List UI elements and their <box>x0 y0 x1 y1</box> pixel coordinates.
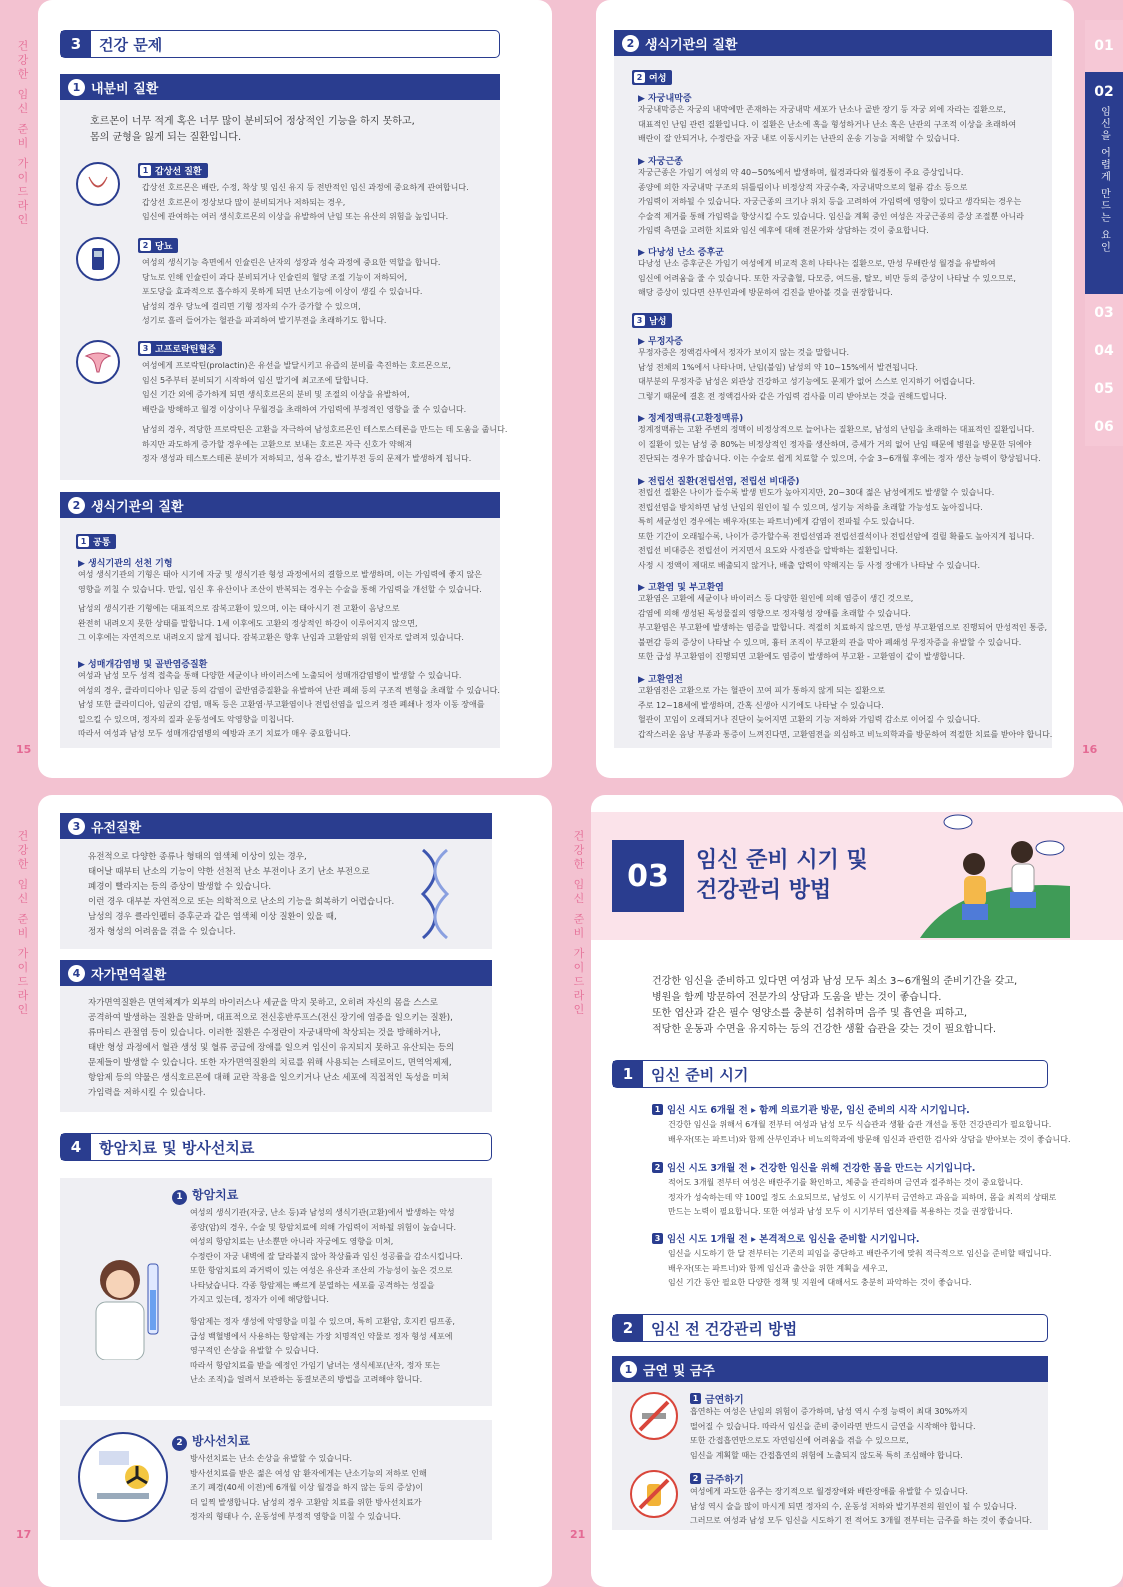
myoma-text: 자궁근종은 가임기 여성의 약 40~50%에서 발생하며, 월경과다와 월경통이 주요 증상입니다. 종양에 의한 자궁내막 구조의 뒤틀림이나 비정상적 자궁수축, 자궁내막으로의 혈류 감소 등으로 가임력이 저하될 수 있습니다. 자궁근종의 크기나 위치 등을 고려하여 가임력에 영향이 있다고 생각되는 경우는 수술적 제거를 통해 가임력을 향상시킬 수도 있습니다. 임신을 계획 중인 여성은 자궁근종의 증상 조절뿐 아니라 가임력 측면을 고려한 치료와 임신 예후에 대해 전문가와 상담하는 것이 중요합니다. <box>638 168 1024 235</box>
section-header-health-care: 2 임신 전 건강관리 방법 <box>612 1314 1048 1342</box>
thyroid-text: 갑상선 호르몬은 배란, 수정, 착상 및 임신 유지 등 전반적인 임신 과정에 중요하게 관여합니다. 갑상선 호르몬이 정상보다 많이 분비되거나 저하되는 경우, 임신에 관여하는 여러 생식호르몬의 이상을 유발하여 난임 또는 유산의 위험을 높입니다. <box>142 183 469 221</box>
std-text: 여성과 남성 모두 성적 접촉을 통해 다양한 세균이나 바이러스에 노출되어 성매개감염병이 발생할 수 있습니다. 여성의 경우, 클라미디아나 임균 등의 감염이 골반염증질환을 유발하여 난관 폐쇄 등의 구조적 변형을 초래할 수 있습니다. 남성 또한 클라미디아, 임균의 감염, 매독 등은 고환염·부고환염이나 전립선염을 일으켜 정관 폐쇄나 정자 이동 장애를 일으킬 수 있으며, 정자의 질과 운동성에도 악영향을 미칩니다. 따라서 여성과 남성 모두 성매개감염병의 예방과 조기 치료가 매우 중요합니다. <box>78 671 500 738</box>
bar-reproductive-p16: 2 생식기관의 질환 <box>614 30 1052 56</box>
uterus-icon <box>76 340 120 384</box>
tab-05[interactable]: 05 <box>1085 370 1123 408</box>
congenital-text-2: 남성의 생식기관 기형에는 대표적으로 잠복고환이 있으며, 이는 태아시기 전 고환이 음낭으로 완전히 내려오지 못한 상태를 말합니다. 1세 이후에도 고환의 정상적인 하강이 이루어지지 않으면, 그 이후에는 자연적으로 내려오지 않게 됩니다. 잠복고환은 향후 난임과 고환암의 위험 인자로 알려져 있습니다. <box>78 604 464 642</box>
endometriosis-title: ▶ 자궁내막증 <box>638 94 692 104</box>
page-number-21: 21 <box>570 1528 586 1541</box>
chapter-intro: 건강한 임신을 준비하고 있다면 여성과 남성 모두 최소 3~6개월의 준비기간을 갖고, 병원을 함께 방문하여 전문가의 상담과 도움을 받는 것이 좋습니다. 또한 엽산과 같은 필수 영양소를 충분히 섭취하며 음주 및 흡연을 피하고, 적당한 운동과 수면을 유지하는 등의 건강한 생활 습관을 갖는 것이 필요합니다. <box>652 976 1018 1035</box>
step-1-text: 건강한 임신을 위해서 6개월 전부터 여성과 남성 모두 식습관과 생활 습관 개선을 통한 건강관리가 필요합니다. 배우자(또는 파트너)와 함께 산부인과나 비뇨의학과에 방문해 임신과 관련한 검사와 상담을 받아보는 것이 좋습니다. <box>668 1120 1071 1144</box>
section-header-cancer: 4 항암치료 및 방사선치료 <box>60 1133 492 1161</box>
step-3-text: 임신을 시도하기 한 달 전부터는 기존의 피임을 중단하고 배란주기에 맞춰 적극적으로 임신을 준비할 때입니다. 배우자(또는 파트너)와 함께 임신과 출산을 위한 계획을 세우고, 임신 기간 동안 필요한 다양한 정책 및 지원에 대해서도 충분히 파악하는 것이 좋습니다. <box>668 1249 1052 1287</box>
chemo-text: 여성의 생식기관(자궁, 난소 등)과 남성의 생식기관(고환)에서 발생하는 악성 종양(암)의 경우, 수술 및 항암치료에 의해 가임력이 저하될 위험이 높습니다. 여성의 항암치료는 난소뿐만 아니라 자궁에도 영향을 미쳐, 수정란이 자궁 내벽에 잘 달라붙지 않아 착상률과 임신 성공률을 감소시킵니다. 또한 항암치료의 과거력이 있는 여성은 유산과 조산의 가능성이 높은 것으로 나타났습니다. 각종 항암제는 빠르게 분열하는 세포를 공격하는 성질을 가지고 있는데, 정자가 이에 해당합니다. <box>190 1208 463 1304</box>
dna-icon <box>415 846 455 942</box>
varicocele-text: 정계정맥류는 고환 주변의 정맥이 비정상적으로 늘어나는 질환으로, 남성의 난임을 초래하는 대표적인 질환입니다. 이 질환이 있는 남성 중 80%는 비정상적인 정자를 생산하며, 증세가 거의 없어 난임 때문에 병원을 방문한 뒤에야 진단되는 경우가 많습니다. 이는 수술로 쉽게 치료할 수 있으며, 수술 3~6개월 후에는 정자 생산 능력이 향상됩니다. <box>638 425 1041 463</box>
step-2-title: 2 임신 시도 3개월 전 ▸ 건강한 임신을 위해 건강한 몸을 만드는 시기입니다. <box>650 1159 981 1175</box>
prolactin-text-2: 남성의 경우, 적당한 프로락틴은 고환을 자극하여 남성호르몬인 테스토스테론을 만드는 데 도움을 줍니다. 하지만 과도하게 증가할 경우에는 고환으로 보내는 호르몬 자극 신호가 약해져 정자 생성과 테스토스테론 분비가 저하되고, 성욕 감소, 발기부전 등의 문제가 발생하게 됩니다. <box>142 425 508 463</box>
diabetes-text: 여성의 생식기능 측면에서 인슐린은 난자의 성장과 성숙 과정에 중요한 역할을 합니다. 당뇨로 인해 인슐린이 과다 분비되거나 인슐린의 혈당 조절 기능이 저하되어, 포도당을 효과적으로 흡수하지 못하게 되면 난소기능에 이상이 생길 수 있습니다. 남성의 경우 당뇨에 걸리면 기형 정자의 수가 증가할 수 있으며, 성기로 흘러 들어가는 혈관을 파괴하여 발기부전을 초래하기도 합니다. <box>142 258 441 325</box>
tag-hyperprolactinemia: 3 고프로락틴혈증 <box>138 341 222 356</box>
azoospermia-text: 무정자증은 정액검사에서 정자가 보이지 않는 것을 말합니다. 남성 전체의 1%에서 나타나며, 난임(불임) 남성의 약 10~15%에서 발견됩니다. 대부분의 무정자증 남성은 외관상 건강하고 성기능에도 문제가 없어 스스로 인지하기 어렵습니다. 그렇기 때문에 결혼 전 정액검사와 같은 가임력 검사를 미리 받아보는 것을 권해드립니다. <box>638 348 976 401</box>
tab-01[interactable]: 01 <box>1085 20 1123 72</box>
prostate-text: 전립선 질환은 나이가 들수록 발생 빈도가 높아지지만, 20~30대 젊은 남성에게도 발생할 수 있습니다. 전립선염을 방치하면 남성 난임의 원인이 될 수 있으며, 성기능 저하를 초래할 가능성도 높아집니다. 특히 세균성인 경우에는 배우자(또는 파트너)에게 감염이 전파될 수도 있습니다. 또한 기간이 오래될수록, 나이가 증가할수록 전립선염과 전립선결석이나 전립선암에 걸릴 확률도 높아지게 됩니다. 전립선 비대증은 전립선이 커지면서 요도와 사정관을 압박하는 질환입니다. 사정 시 정액이 제대로 배출되지 않거나, 배출 압력이 약해지는 등 사정 장애가 나타날 수 있습니다. <box>638 488 1035 570</box>
orchitis-title: ▶ 고환염 및 부고환염 <box>638 583 724 593</box>
congenital-text: 여성 생식기관의 기형은 태아 시기에 자궁 및 생식기관 형성 과정에서의 결함으로 발생하며, 이는 가임력에 좋지 않은 영향을 끼칠 수 있습니다. 만일, 임신 후 유산이나 조산이 반복되는 경우는 수술을 통해 가임력을 개선할 수 있습니다. <box>78 570 482 594</box>
side-label-p17: 건강한 임신 준비 가이드라인 <box>16 830 29 1018</box>
prostate-title: ▶ 전립선 질환(전립선염, 전립선 비대증) <box>638 477 800 487</box>
page-number-17: 17 <box>16 1528 32 1541</box>
tag-female: 2 여성 <box>632 70 672 85</box>
chemo-title: 1 항암치료 <box>172 1186 238 1205</box>
page-number-15: 15 <box>16 743 32 756</box>
pcos-text: 다낭성 난소 증후군은 가임기 여성에게 비교적 흔히 나타나는 질환으로, 만성 무배란성 월경을 유발하여 임신에 어려움을 줄 수 있습니다. 또한 자궁출혈, 다모증, 여드름, 탈모, 비만 등의 증상이 나타날 수 있으므로, 해당 증상이 있다면 산부인과에 방문하여 검진을 받아볼 것을 권장합니다. <box>638 259 1016 297</box>
quit-smoking-text: 흡연하는 여성은 난임의 위험이 증가하며, 남성 역시 수정 능력이 최대 30%까지 떨어질 수 있습니다. 따라서 임신을 준비 중이라면 반드시 금연을 시작해야 합니다. 또한 간접흡연만으로도 자연임신에 어려움을 겪을 수 있으므로, 임신을 계획할 때는 간접흡연의 위험에 노출되지 않도록 특히 조심해야 합니다. <box>690 1407 976 1460</box>
doctor-illustration-icon <box>82 1250 178 1360</box>
no-alcohol-icon <box>630 1470 678 1518</box>
torsion-title: ▶ 고환염전 <box>638 675 683 685</box>
endometriosis-text: 자궁내막증은 자궁의 내막에만 존재하는 자궁내막 세포가 난소나 골반 장기 등 자궁 외에 자라는 질환으로, 대표적인 난임 관련 질환입니다. 이 질환은 난소에 혹을 형성하거나 난소 혹은 난관의 구조적 이상을 초래하여 배란이 잘 안되거나, 수정란을 자궁 내로 이동시키는 난관의 운송 기능을 저해할 수 있습니다. <box>638 105 1017 143</box>
section-header-health: 3 건강 문제 <box>60 30 500 58</box>
tab-02-label: 임신을 어렵게 만드는 요인 <box>1098 106 1110 254</box>
chemo-text-2: 항암제는 정자 생성에 악영향을 미칠 수 있으며, 특히 고환암, 호지킨 림프종, 급성 백혈병에서 사용하는 항암제는 가장 치명적인 약물로 정자 형성 세포에 영구적인 손상을 유발할 수 있습니다. 따라서 항암치료를 받을 예정인 가임기 남녀는 생식세포(난자, 정자 또는 난소 조직)을 얼려서 보관하는 동결보존의 방법을 고려해야 합니다. <box>190 1317 455 1384</box>
tag-diabetes: 2 당뇨 <box>138 238 178 253</box>
genetic-text: 유전적으로 다양한 종류나 형태의 염색체 이상이 있는 경우, 태어날 때부터 난소의 기능이 약한 선천적 난소 부전이나 조기 난소 부전으로 폐경이 빨라지는 등의 증상이 발생할 수 있습니다. 이런 경우 대부분 자연적으로 또는 의학적으로 난소의 기능을 회복하기 어렵습니다. 남성의 경우 클라인펠터 증후군과 같은 염색체 이상 질환이 있을 때, 정자 형성의 어려움을 겪을 수 있습니다. <box>88 852 395 937</box>
prolactin-text: 여성에게 프로락틴(prolactin)은 유선을 발달시키고 유즙의 분비를 촉진하는 호르몬으로, 임신 5주부터 분비되기 시작하여 임신 말기에 최고조에 달합니다. 임신 기간 외에 증가하게 되면 생식호르몬의 분비 및 조절의 이상을 유발하여, 배란을 방해하고 월경 이상이나 무월경을 초래하여 가임력에 부정적인 영향을 줄 수 있습니다. <box>142 361 467 414</box>
step-1-title: 1 임신 시도 6개월 전 ▸ 함께 의료기관 방문, 임신 준비의 시작 시기입니다. <box>650 1101 976 1117</box>
tab-06[interactable]: 06 <box>1085 408 1123 446</box>
tag-quit-drinking: 2 금주하기 <box>688 1470 750 1487</box>
congenital-title: ▶ 생식기관의 선천 기형 <box>78 559 173 569</box>
bar-endocrine: 1 내분비 질환 <box>60 74 500 100</box>
bar-no-smoking-drinking: 1 금연 및 금주 <box>612 1356 1048 1382</box>
orchitis-text: 고환염은 고환에 세균이나 바이러스 등 다양한 원인에 의해 염증이 생긴 것으로, 감염에 의해 생성된 독성물질의 영향으로 정자형성 장애를 초래할 수 있습니다. 부고환염은 부고환에 발생하는 염증을 말합니다. 적절히 치료하지 않으면, 만성 부고환염으로 진행되어 만성적인 통증, 불편감 등의 증상이 나타날 수 있으며, 흉터 조직이 부고환의 관을 막아 폐쇄성 무정자증을 유발할 수 있습니다. 또한 급성 부고환염이 진행되면 고환에도 염증이 발생하여 부고환 - 고환염이 같이 발생합니다. <box>638 594 1048 661</box>
chapter-number-box: 03 <box>612 840 684 912</box>
side-label-p21: 건강한 임신 준비 가이드라인 <box>572 830 585 1018</box>
tag-thyroid: 1 갑상선 질환 <box>138 163 208 178</box>
step-2-text: 적어도 3개월 전부터 여성은 배란주기를 확인하고, 체중을 관리하며 금연과 절주하는 것이 중요합니다. 정자가 성숙하는데 약 100일 정도 소요되므로, 남성도 이 시기부터 금연하고 과음을 피하며, 몸을 최적의 상태로 만드는 노력이 필요합니다. 또한 여성과 남성 모두 이 시기부터 엽산제를 복용하는 것을 권장합니다. <box>668 1178 1057 1216</box>
tag-quit-smoking: 1 금연하기 <box>688 1390 750 1407</box>
runners-illustration-icon <box>900 808 1070 938</box>
side-label-p15: 건강한 임신 준비 가이드라인 <box>16 40 29 228</box>
quit-drinking-text: 여성에게 과도한 음주는 장기적으로 월경장애와 배란장애를 유발할 수 있습니다. 남성 역시 술을 많이 마시게 되면 정자의 수, 운동성 저하와 발기부전의 원인이 될 수 있습니다. 그러므로 여성과 남성 모두 임신을 시도하기 전 적어도 3개월 전부터는 금주를 하는 것이 좋습니다. <box>690 1487 1033 1525</box>
tab-04[interactable]: 04 <box>1085 332 1123 370</box>
section-header-timing: 1 임신 준비 시기 <box>612 1060 1048 1088</box>
thyroid-icon <box>76 162 120 206</box>
endocrine-intro: 호르몬이 너무 적게 혹은 너무 많이 분비되어 정상적인 기능을 하지 못하고, 몸의 균형을 잃게 되는 질환입니다. <box>90 116 415 143</box>
tag-common: 1 공통 <box>76 534 116 549</box>
no-smoking-icon <box>630 1392 678 1440</box>
myoma-title: ▶ 자궁근종 <box>638 157 683 167</box>
bar-genetic: 3 유전질환 <box>60 813 492 839</box>
glucose-meter-icon <box>76 237 120 281</box>
step-3-title: 3 임신 시도 1개월 전 ▸ 본격적으로 임신을 준비할 시기입니다. <box>650 1230 926 1246</box>
radiation-title: 2 방사선치료 <box>172 1432 250 1451</box>
std-title: ▶ 성매개감염병 및 골반염증질환 <box>78 660 208 670</box>
chapter-title: 임신 준비 시기 및 건강관리 방법 <box>696 848 868 903</box>
varicocele-title: ▶ 정계정맥류(고환정맥류) <box>638 414 744 424</box>
bar-reproductive-p15: 2 생식기관의 질환 <box>60 492 500 518</box>
pcos-title: ▶ 다낭성 난소 증후군 <box>638 248 724 258</box>
radiation-text: 방사선치료는 난소 손상을 유발할 수 있습니다. 방사선치료를 받은 젊은 여성 암 환자에게는 난소기능의 저하로 인해 조기 폐경(40세 이전)에 6개월 이상 월경을 하지 않는 등의 증상)이 더 일찍 발생합니다. 남성의 경우 고환암 치료를 위한 방사선치료가 정자의 형태나 수, 운동성에 부정적 영향을 미칠 수 있습니다. <box>190 1454 427 1521</box>
tab-02[interactable]: 02 임신을 어렵게 만드는 요인 <box>1085 72 1123 294</box>
tag-male: 3 남성 <box>632 313 672 328</box>
torsion-text: 고환염전은 고환으로 가는 혈관이 꼬여 피가 통하지 않게 되는 질환으로 주로 12~18세에 발생하며, 간혹 신생아 시기에도 나타날 수 있습니다. 혈관이 꼬임이 오래되거나 진단이 늦어지면 고환의 기능 저하와 가임력 감소로 이어질 수 있습니다. 갑작스러운 음낭 부종과 통증이 느껴진다면, 고환염전을 의심하고 비뇨의학과를 방문하여 적절한 치료를 받아야 합니다. <box>638 686 1053 739</box>
azoospermia-title: ▶ 무정자증 <box>638 337 683 347</box>
bar-autoimmune: 4 자가면역질환 <box>60 960 492 986</box>
page-number-16: 16 <box>1082 743 1098 756</box>
radiation-machine-icon <box>78 1432 168 1522</box>
autoimmune-text: 자가면역질환은 면역체계가 외부의 바이러스나 세균을 막지 못하고, 오히려 자신의 몸을 스스로 공격하여 발생하는 질환을 말하며, 대표적으로 전신홍반루프스(전신 장기에 염증을 일으키는 질환), 류마티스 관절염 등이 있습니다. 이러한 질환은 수정란이 자궁내막에 착상되는 것을 방해하거나, 태반 형성 과정에서 혈관 생성 및 혈류 공급에 장애를 일으켜 임신이 유지되지 못하고 유산되는 등의 문제들이 발생할 수 있습니다. 또한 자가면역질환의 치료를 위해 사용되는 스테로이드, 면역억제제, 항암제 등의 약물은 생식호르몬에 대해 교란 작용을 일으키거나 난소 세포에 직접적인 독성을 미쳐 가임력을 저하시킬 수 있습니다. <box>88 998 455 1098</box>
tab-03[interactable]: 03 <box>1085 294 1123 332</box>
